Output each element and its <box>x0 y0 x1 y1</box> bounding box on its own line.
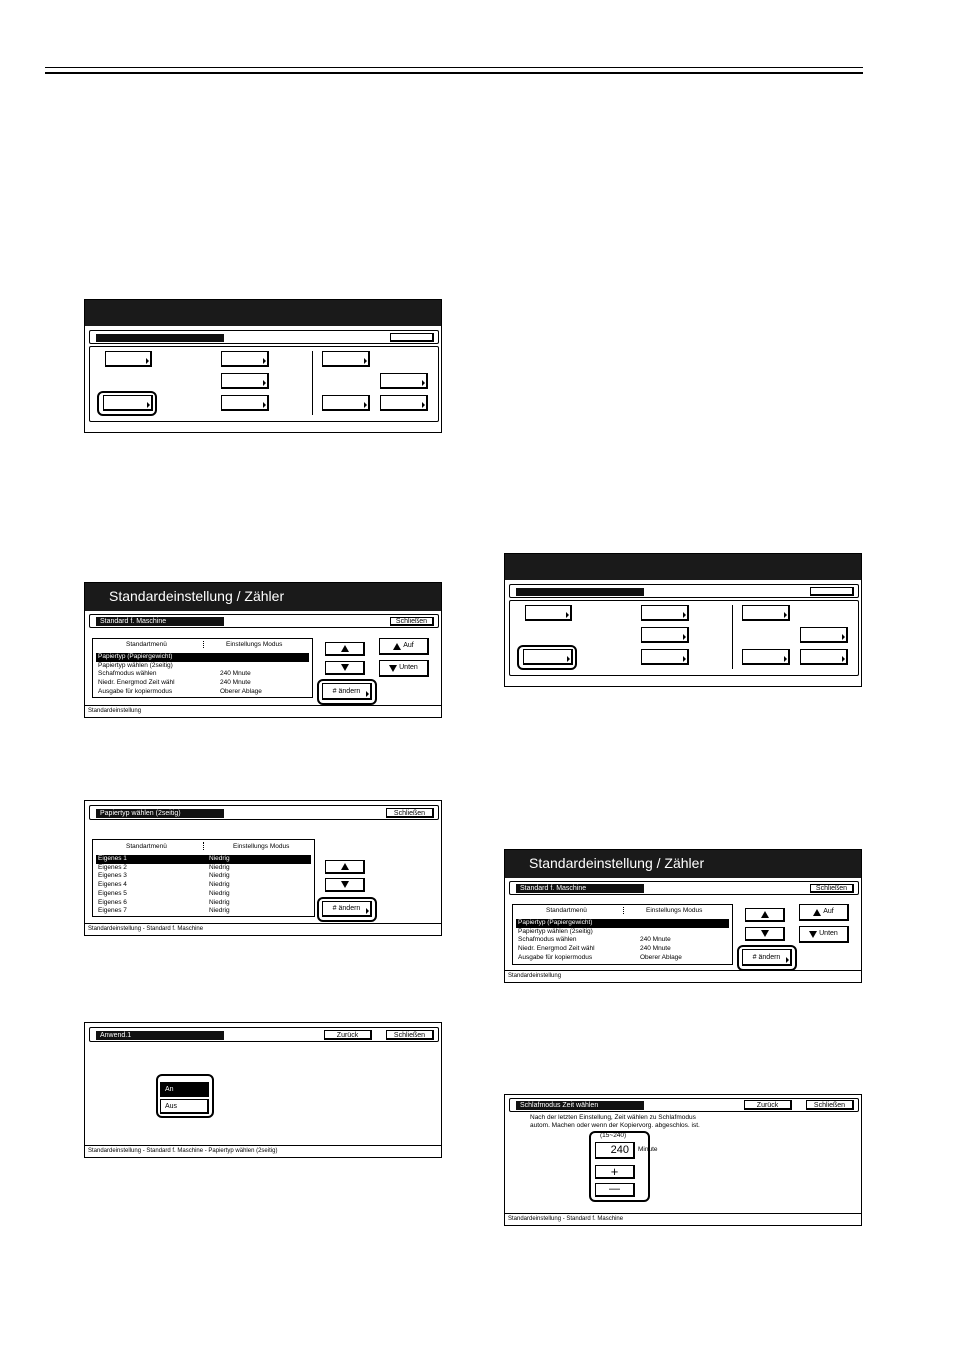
panel-subtitle: Papiertyp wählen (2seitig) <box>96 809 224 818</box>
close-button[interactable]: Schließen <box>806 1100 854 1110</box>
panel-subframe <box>89 614 439 628</box>
plus-icon: + <box>610 1164 619 1179</box>
arrow-down-icon <box>389 665 397 672</box>
arrow-up-icon <box>813 909 821 916</box>
instruction-line: Nach der letzten Einstellung, Zeit wählen zu Schlafmodus <box>530 1114 696 1121</box>
list-item[interactable]: Papiertyp (Papiergewicht) <box>96 653 309 662</box>
close-button[interactable]: Schließen <box>386 1030 434 1040</box>
range-label: (15~240) <box>600 1132 627 1139</box>
column-header-menu: Standartmenü <box>126 843 167 850</box>
column-divider <box>732 605 733 669</box>
panel-subframe <box>89 805 439 820</box>
header-separator <box>203 641 204 648</box>
menu-button[interactable] <box>641 605 689 621</box>
standard-machine-button[interactable] <box>523 649 573 665</box>
arrow-up-icon <box>393 643 401 650</box>
list-item[interactable]: Eigenes 2 Niedrig <box>98 863 230 871</box>
arrow-down-icon <box>809 931 817 938</box>
breadcrumb: Standardeinstellung - Standard f. Maschine <box>85 923 441 935</box>
list-item[interactable]: Schafmodus wählen 240 Mnute <box>518 936 671 944</box>
page-down-button[interactable]: Unten <box>379 660 429 677</box>
list-item[interactable]: Eigenes 6 Niedrig <box>98 898 230 906</box>
list-item[interactable]: Papiertyp wählen (2seitig) <box>518 927 593 935</box>
breadcrumb: Standardeinstellung - Standard f. Maschine <box>505 1213 861 1225</box>
list-item[interactable]: Eigenes 5 Niedrig <box>98 889 230 897</box>
arrow-down-icon <box>341 664 349 671</box>
back-button[interactable]: Zurück <box>744 1100 792 1110</box>
list-item[interactable]: Papiertyp wählen (2seitig) <box>98 661 173 669</box>
apply-panel <box>84 1022 442 1158</box>
menu-button[interactable] <box>380 373 428 389</box>
scroll-down-button[interactable] <box>745 927 785 941</box>
increase-button[interactable] <box>595 1165 635 1179</box>
column-header-mode: Einstellungs Modus <box>233 843 290 850</box>
column-header-mode: Einstellungs Modus <box>646 907 703 914</box>
column-divider <box>312 351 313 415</box>
close-button[interactable] <box>390 333 434 342</box>
option-off-button[interactable]: Aus <box>160 1099 209 1114</box>
list-item[interactable]: Eigenes 4 Niedrig <box>98 881 230 889</box>
settings-list-panel-left <box>84 582 442 718</box>
menu-button[interactable] <box>525 605 572 621</box>
unit-label: Minute <box>638 1146 658 1153</box>
list-item[interactable]: Papiertyp (Papiergewicht) <box>516 919 729 928</box>
menu-button[interactable] <box>800 627 848 643</box>
sleep-mode-panel <box>504 1094 862 1226</box>
list-item[interactable]: Eigenes 7 Niedrig <box>98 907 230 915</box>
panel-subframe <box>509 881 859 895</box>
panel-titlebar <box>85 583 441 611</box>
scroll-down-button[interactable] <box>325 661 365 675</box>
breadcrumb: Standardeinstellung <box>505 970 861 982</box>
menu-button[interactable] <box>742 649 790 665</box>
panel-titlebar <box>505 554 861 580</box>
instruction-line: autom. Machen oder wenn der Kopiervorg. abgeschlos. ist. <box>530 1122 700 1129</box>
menu-button[interactable] <box>322 351 370 367</box>
panel-subtitle: Standard f. Maschine <box>96 617 224 626</box>
arrow-up-icon <box>341 863 349 870</box>
option-on-button[interactable]: An <box>160 1082 209 1097</box>
panel-title-bar <box>96 334 224 342</box>
panel-subtitle: Anwend.1 <box>96 1031 224 1040</box>
menu-button[interactable] <box>380 395 428 411</box>
paper-type-list <box>92 839 315 917</box>
sleep-time-field[interactable]: 240 <box>595 1142 635 1159</box>
panel-titlebar <box>85 300 441 326</box>
panel-subframe <box>89 330 439 344</box>
close-button[interactable]: Schließen <box>386 808 434 818</box>
menu-button[interactable] <box>800 649 848 665</box>
change-button[interactable]: # ändern <box>322 683 372 700</box>
change-button[interactable]: # ändern <box>322 901 372 917</box>
panel-subtitle: Standard f. Maschine <box>516 884 644 893</box>
back-button[interactable]: Zurück <box>324 1030 372 1040</box>
page-down-button[interactable]: Unten <box>799 926 849 943</box>
column-header-menu: Standartmenü <box>546 907 587 914</box>
menu-button[interactable] <box>641 627 689 643</box>
panel-subframe <box>89 1027 439 1042</box>
list-item[interactable]: Ausgabe für kopiermodus Oberer Ablage <box>98 687 262 695</box>
arrow-up-icon <box>341 645 349 652</box>
panel-title-bar <box>516 588 644 596</box>
menu-button[interactable] <box>322 395 370 411</box>
settings-list <box>512 904 733 965</box>
scroll-up-button[interactable] <box>325 642 365 656</box>
panel-subframe <box>509 584 859 598</box>
page-title: Standardeinstellung / Zähler <box>109 588 285 604</box>
header-rule-top <box>45 67 863 68</box>
list-item[interactable]: Eigenes 3 Niedrig <box>98 872 230 880</box>
scroll-up-button[interactable] <box>745 908 785 922</box>
settings-list <box>92 638 313 698</box>
panel-subtitle: Schlafmodus Zeit wählen <box>516 1101 644 1110</box>
settings-list-panel-right <box>504 849 862 983</box>
header-separator <box>623 907 624 914</box>
breadcrumb: Standardeinstellung - Standard f. Maschine - Papiertyp wählen (2seitig) <box>85 1145 441 1157</box>
menu-panel-right <box>504 553 862 687</box>
close-button[interactable]: Schließen <box>810 884 854 893</box>
column-header-menu: Standartmenü <box>126 641 167 648</box>
menu-button[interactable] <box>221 395 269 411</box>
list-item[interactable]: Niedr. Energmod Zeit wähl 240 Mnute <box>98 679 251 687</box>
page-title: Standardeinstellung / Zähler <box>529 855 705 871</box>
arrow-up-icon <box>761 911 769 918</box>
panel-subframe <box>509 1098 859 1112</box>
menu-button[interactable] <box>105 351 152 367</box>
list-item[interactable]: Ausgabe für kopiermodus Oberer Ablage <box>518 953 682 961</box>
list-item[interactable]: Schafmodus wählen 240 Mnute <box>98 670 251 678</box>
minus-icon: — <box>609 1183 620 1195</box>
arrow-down-icon <box>341 881 349 888</box>
decrease-button[interactable] <box>595 1183 635 1197</box>
header-separator <box>203 842 204 850</box>
change-button[interactable]: # ändern <box>742 949 792 966</box>
column-header-mode: Einstellungs Modus <box>226 641 283 648</box>
header-rule-bottom <box>45 72 863 74</box>
menu-panel-left <box>84 299 442 433</box>
scroll-down-button[interactable] <box>325 878 365 892</box>
breadcrumb: Standardeinstellung <box>85 705 441 717</box>
list-item[interactable]: Eigenes 1 Niedrig <box>96 855 311 864</box>
panel-titlebar <box>505 850 861 878</box>
close-button[interactable] <box>810 587 854 596</box>
menu-button[interactable] <box>742 605 790 621</box>
page-up-button[interactable]: Auf <box>799 904 849 921</box>
paper-type-panel <box>84 800 442 936</box>
arrow-down-icon <box>761 930 769 937</box>
menu-button[interactable] <box>221 373 269 389</box>
list-item[interactable]: Niedr. Energmod Zeit wähl 240 Mnute <box>518 945 671 953</box>
scroll-up-button[interactable] <box>325 860 365 874</box>
page-up-button[interactable]: Auf <box>379 638 429 655</box>
close-button[interactable]: Schließen <box>390 617 434 626</box>
menu-button[interactable] <box>221 351 269 367</box>
menu-button[interactable] <box>641 649 689 665</box>
standard-machine-button[interactable] <box>103 395 153 411</box>
